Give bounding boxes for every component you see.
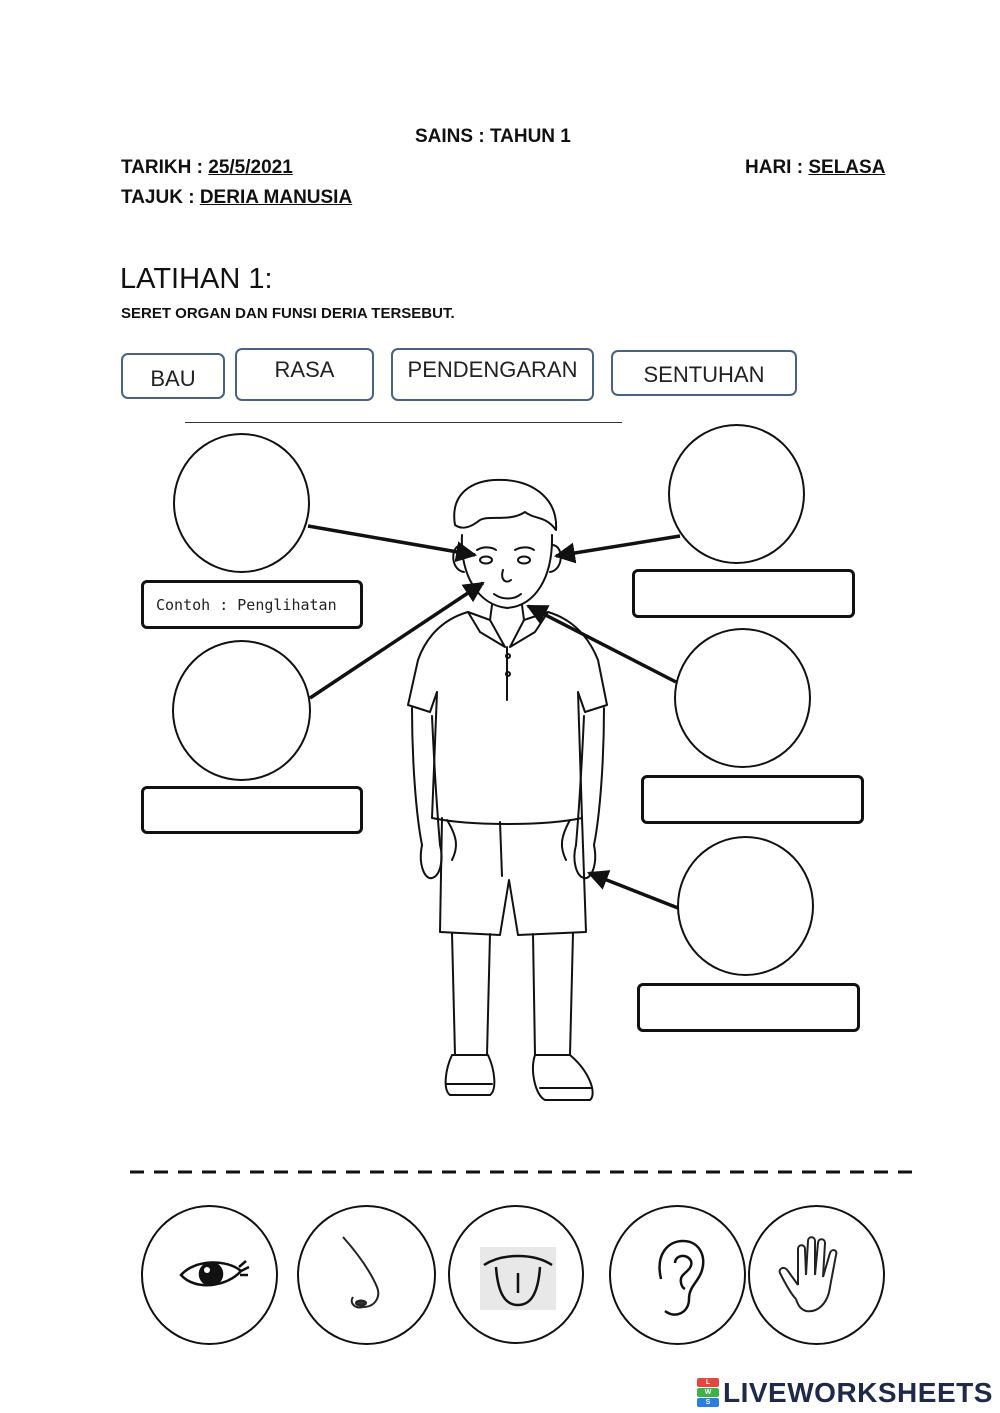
word-chip-rasa[interactable]: RASA (235, 348, 374, 401)
topic-label: TAJUK : (121, 187, 195, 208)
tongue-icon (450, 1207, 586, 1346)
answer-circle-left-bottom[interactable] (172, 640, 311, 781)
organ-nose[interactable] (297, 1205, 436, 1345)
organ-ear[interactable] (609, 1205, 746, 1345)
liveworksheets-logo (697, 1376, 993, 1410)
word-chip-sentuhan[interactable]: SENTUHAN (611, 350, 797, 396)
word-chip-bau[interactable]: BAU (121, 353, 225, 399)
organ-hand[interactable] (748, 1205, 885, 1345)
answer-box-right-middle[interactable] (641, 775, 864, 824)
hand-icon (750, 1207, 887, 1347)
liveworksheets-mark: L W S (697, 1378, 719, 1408)
ear-icon (611, 1207, 748, 1347)
date-label: TARIKH : (121, 157, 203, 178)
organ-eye[interactable] (141, 1205, 278, 1345)
answer-circle-right-bottom[interactable] (677, 836, 814, 976)
answer-box-right-bottom[interactable] (637, 983, 860, 1032)
day-label: HARI : (745, 157, 804, 178)
date-value: 25/5/2021 (208, 157, 293, 178)
day-value: SELASA (808, 157, 886, 178)
exercise-instruction: SERET ORGAN DAN FUNSI DERIA TERSEBUT. (121, 305, 455, 322)
answer-circle-left-top[interactable] (173, 433, 310, 573)
subject-line: SAINS : TAHUN 1 (415, 126, 571, 147)
answer-box-right-top[interactable] (632, 569, 855, 618)
topic-value: DERIA MANUSIA (199, 187, 353, 208)
word-chip-pendengaran[interactable]: PENDENGARAN (391, 348, 594, 401)
nose-icon (299, 1207, 438, 1347)
exercise-title: LATIHAN 1: (120, 263, 273, 295)
example-answer-box (141, 580, 363, 629)
branding-text: LIVEWORKSHEETS (723, 1377, 993, 1408)
eye-icon (143, 1207, 280, 1347)
organ-tongue[interactable] (448, 1205, 584, 1344)
example-label: Contoh : Penglihatan (156, 595, 337, 614)
answer-circle-right-middle[interactable] (674, 628, 811, 768)
answer-circle-right-top[interactable] (668, 424, 805, 564)
answer-box-left-bottom[interactable] (141, 786, 363, 834)
